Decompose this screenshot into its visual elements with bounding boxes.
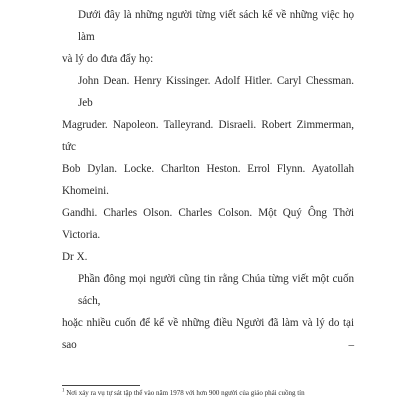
text-line: hoặc nhiều cuốn để kể về những điều Người đã làm và lý do tại sao – [62, 317, 354, 351]
text-line: John Dean. Henry Kissinger. Adolf Hitler. Caryl Chessman. Jeb [78, 75, 354, 109]
footnote [62, 388, 354, 398]
text-line: Dưới đây là những người từng viết sách kể về những việc họ làm [78, 9, 354, 43]
text-line: và lý do đưa đẩy họ: [62, 53, 154, 65]
footnote-text: Nơi xảy ra vụ tự sát tập thể vào năm 1978 với hơn 900 người của giáo phái cuồng tín [66, 389, 305, 397]
footnote-divider [62, 385, 140, 386]
text-line: Magruder. Napoleon. Talleyrand. Disraeli. Robert Zimmerman, tức [62, 119, 354, 153]
paragraph-god-book [62, 268, 354, 400]
text-line: Bob Dylan. Locke. Charlton Heston. Errol Flynn. Ayatollah Khomeini. [62, 163, 354, 197]
paragraph-writers-list [62, 70, 354, 268]
text-line: Gandhi. Charles Olson. Charles Colson. Một Quý Ông Thời Victoria. [62, 207, 354, 241]
text-line: Dr X. [62, 251, 88, 263]
footnote-marker: 1 [62, 388, 65, 394]
text-line: Phần đông mọi người cũng tin rằng Chúa từng viết một cuốn sách, [78, 273, 354, 307]
paragraph-intro-writers [62, 4, 354, 70]
